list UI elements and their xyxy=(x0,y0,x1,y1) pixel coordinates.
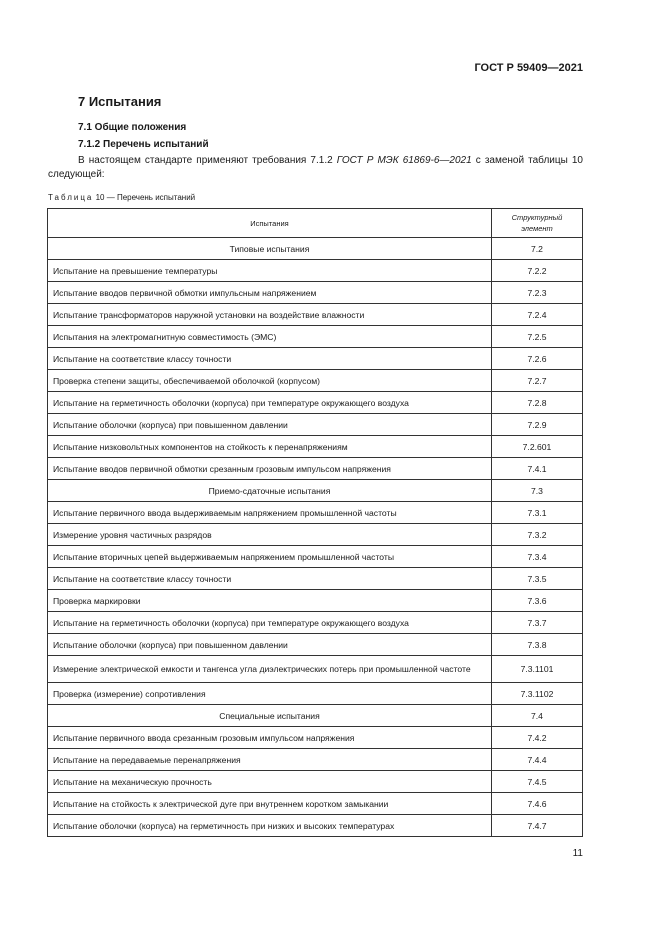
structural-element-cell: 7.2.2 xyxy=(492,260,583,282)
structural-element-cell: 7.3.8 xyxy=(492,634,583,656)
subsubsection-title: 7.1.2 Перечень испытаний xyxy=(78,139,209,150)
test-name-cell: Испытание первичного ввода выдерживаемым напряжением промышленной частоты xyxy=(48,502,492,524)
structural-element-cell: 7.2.5 xyxy=(492,326,583,348)
test-name-cell: Испытание на герметичность оболочки (корпуса) при температуре окружающего воздуха xyxy=(48,392,492,414)
column-header-element: Структурный элемент xyxy=(492,209,583,238)
table-row xyxy=(48,727,583,749)
table-row xyxy=(48,326,583,348)
section-title: 7 Испытания xyxy=(78,94,162,109)
structural-element-cell: 7.3.6 xyxy=(492,590,583,612)
test-name-cell: Испытание низковольтных компонентов на стойкость к перенапряжениям xyxy=(48,436,492,458)
test-name-cell: Испытание оболочки (корпуса) при повышенном давлении xyxy=(48,634,492,656)
table-row xyxy=(48,749,583,771)
structural-element-cell: 7.3.4 xyxy=(492,546,583,568)
table-group-row xyxy=(48,705,583,727)
subsection-title: 7.1 Общие положения xyxy=(78,122,187,133)
table-row xyxy=(48,370,583,392)
test-name-cell: Испытание вводов первичной обмотки импульсным напряжением xyxy=(48,282,492,304)
test-name-cell: Испытание оболочки (корпуса) на герметичность при низких и высоких температурах xyxy=(48,815,492,837)
structural-element-cell: 7.2.3 xyxy=(492,282,583,304)
structural-element-cell: 7.3.1 xyxy=(492,502,583,524)
table-row xyxy=(48,546,583,568)
structural-element-cell: 7.2.601 xyxy=(492,436,583,458)
table-group-row xyxy=(48,480,583,502)
standard-code: ГОСТ Р 59409—2021 xyxy=(474,62,583,74)
table-row xyxy=(48,568,583,590)
test-name-cell: Испытание вторичных цепей выдерживаемым напряжением промышленной частоты xyxy=(48,546,492,568)
test-name-cell: Испытание на соответствие классу точности xyxy=(48,348,492,370)
structural-element-cell: 7.3.7 xyxy=(492,612,583,634)
table-row xyxy=(48,771,583,793)
test-name-cell: Проверка (измерение) сопротивления xyxy=(48,683,492,705)
test-name-cell: Испытание вводов первичной обмотки срезанным грозовым импульсом напряжения xyxy=(48,458,492,480)
structural-element-cell: 7.3.5 xyxy=(492,568,583,590)
structural-element-cell: 7.3.1102 xyxy=(492,683,583,705)
test-name-cell: Типовые испытания xyxy=(48,238,492,260)
table-row xyxy=(48,436,583,458)
table-row xyxy=(48,414,583,436)
test-name-cell: Измерение уровня частичных разрядов xyxy=(48,524,492,546)
structural-element-cell: 7.2.6 xyxy=(492,348,583,370)
structural-element-cell: 7.3 xyxy=(492,480,583,502)
table-row xyxy=(48,282,583,304)
structural-element-cell: 7.4.4 xyxy=(492,749,583,771)
test-name-cell: Проверка маркировки xyxy=(48,590,492,612)
test-name-cell: Испытание на стойкость к электрической дуге при внутреннем коротком замыкании xyxy=(48,793,492,815)
paragraph-start: В настоящем стандарте применяют требования 7.1.2 xyxy=(78,155,337,166)
structural-element-cell: 7.4.7 xyxy=(492,815,583,837)
test-name-cell: Испытание первичного ввода срезанным грозовым импульсом напряжения xyxy=(48,727,492,749)
structural-element-cell: 7.4.5 xyxy=(492,771,583,793)
structural-element-cell: 7.3.2 xyxy=(492,524,583,546)
standard-reference: ГОСТ Р МЭК 61869-6—2021 xyxy=(336,155,472,166)
table-row xyxy=(48,260,583,282)
test-name-cell: Испытание трансформаторов наружной установки на воздействие влажности xyxy=(48,304,492,326)
table-caption-text: 10 — Перечень испытаний xyxy=(93,193,196,202)
table-row xyxy=(48,656,583,683)
structural-element-cell: 7.2.8 xyxy=(492,392,583,414)
test-name-cell: Специальные испытания xyxy=(48,705,492,727)
test-name-cell: Испытание на механическую прочность xyxy=(48,771,492,793)
test-name-cell: Приемо-сдаточные испытания xyxy=(48,480,492,502)
structural-element-cell: 7.2 xyxy=(492,238,583,260)
intro-paragraph xyxy=(48,154,583,182)
test-name-cell: Испытание на передаваемые перенапряжения xyxy=(48,749,492,771)
structural-element-cell: 7.4.2 xyxy=(492,727,583,749)
table-header-row xyxy=(48,209,583,238)
page-number: 11 xyxy=(572,848,583,859)
table-row xyxy=(48,590,583,612)
table-row xyxy=(48,634,583,656)
test-name-cell: Проверка степени защиты, обеспечиваемой оболочкой (корпусом) xyxy=(48,370,492,392)
table-caption xyxy=(48,193,195,202)
test-name-cell: Измерение электрической емкости и тангенса угла диэлектрических потерь при промышленной частоте xyxy=(48,656,492,683)
table-row xyxy=(48,348,583,370)
column-header-tests: Испытания xyxy=(48,209,492,238)
test-name-cell: Испытание оболочки (корпуса) при повышенном давлении xyxy=(48,414,492,436)
structural-element-cell: 7.2.9 xyxy=(492,414,583,436)
table-row xyxy=(48,524,583,546)
paragraph-end: с заменой таблицы 10 следующей: xyxy=(48,155,583,180)
test-name-cell: Испытание на герметичность оболочки (корпуса) при температуре окружающего воздуха xyxy=(48,612,492,634)
table-row xyxy=(48,612,583,634)
table-row xyxy=(48,502,583,524)
table-row xyxy=(48,683,583,705)
structural-element-cell: 7.3.1101 xyxy=(492,656,583,683)
table-row xyxy=(48,392,583,414)
table-row xyxy=(48,815,583,837)
test-name-cell: Испытания на электромагнитную совместимость (ЭМС) xyxy=(48,326,492,348)
structural-element-cell: 7.4.6 xyxy=(492,793,583,815)
table-row xyxy=(48,458,583,480)
structural-element-cell: 7.4 xyxy=(492,705,583,727)
table-row xyxy=(48,793,583,815)
structural-element-cell: 7.2.4 xyxy=(492,304,583,326)
structural-element-cell: 7.2.7 xyxy=(492,370,583,392)
table-body xyxy=(48,238,583,837)
test-name-cell: Испытание на превышение температуры xyxy=(48,260,492,282)
table-row xyxy=(48,304,583,326)
structural-element-cell: 7.4.1 xyxy=(492,458,583,480)
test-name-cell: Испытание на соответствие классу точности xyxy=(48,568,492,590)
table-caption-prefix: Таблица xyxy=(48,193,94,202)
tests-table xyxy=(47,208,583,837)
table-group-row xyxy=(48,238,583,260)
